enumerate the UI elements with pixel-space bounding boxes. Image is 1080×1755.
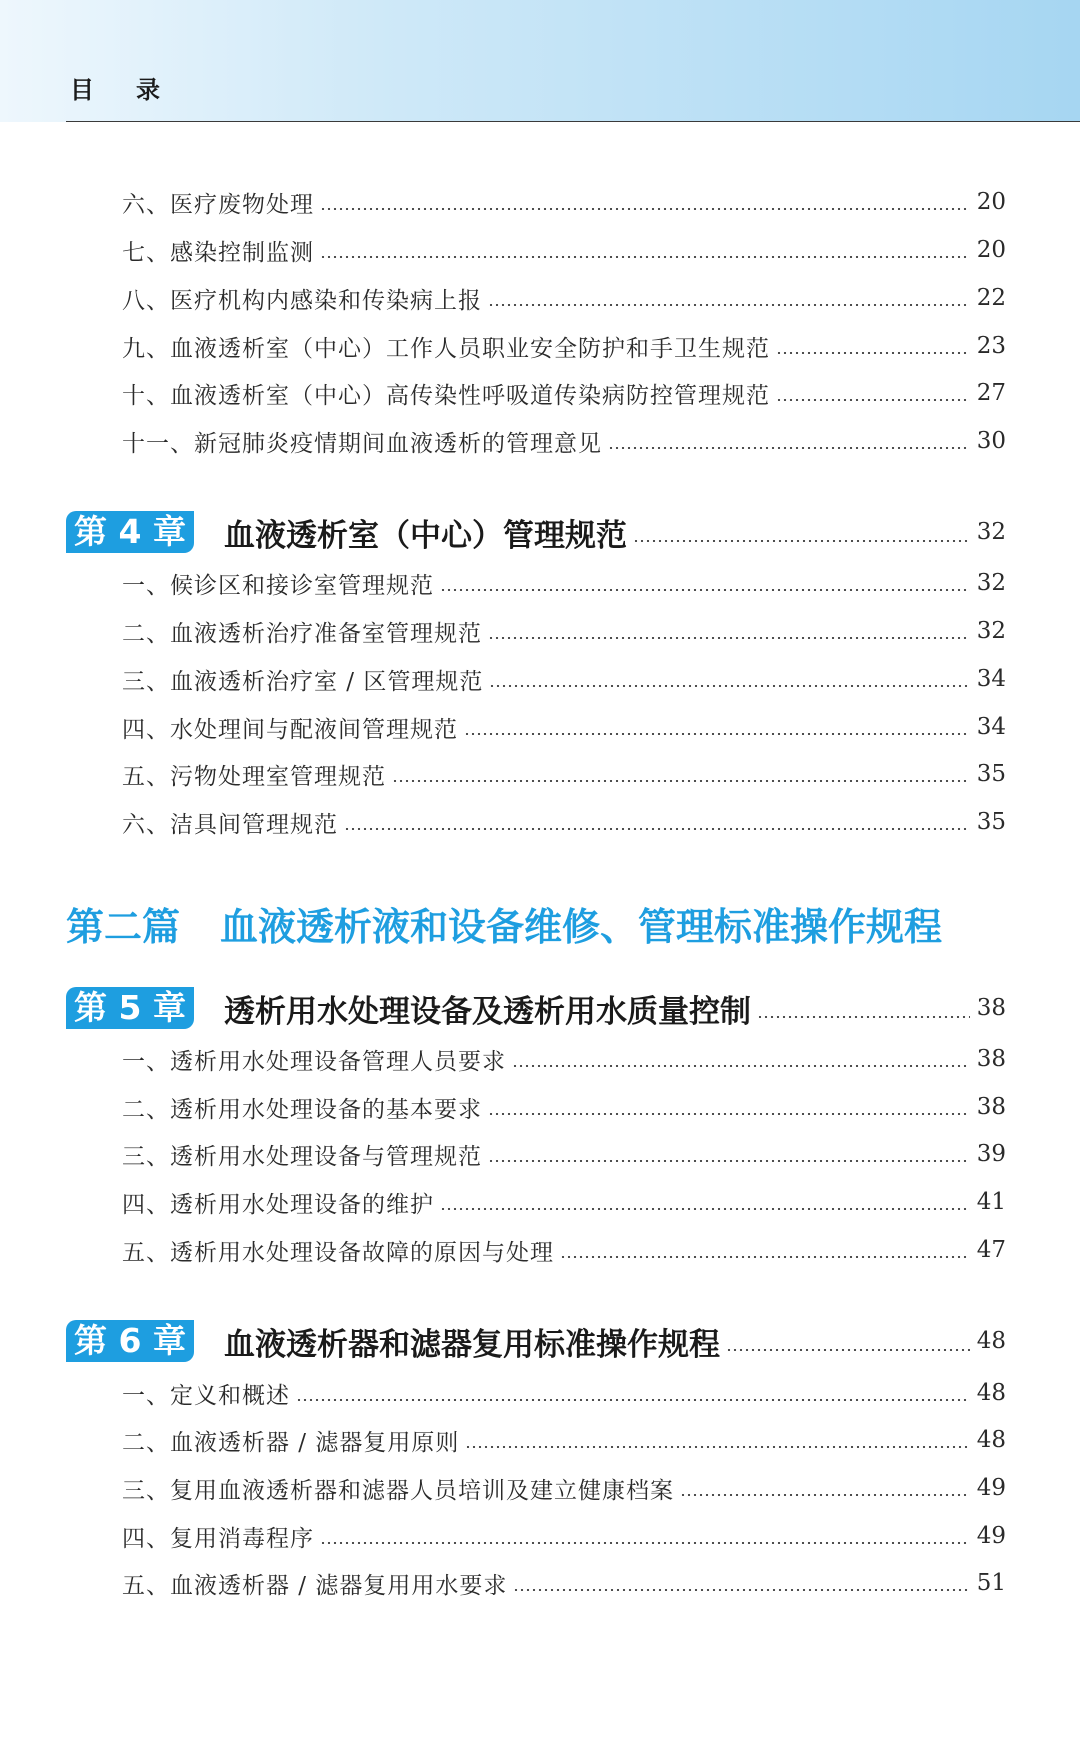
dot-leader [776,399,970,401]
part-heading [66,896,942,951]
dot-leader [320,1542,970,1544]
chapter-title: 透析用水处理设备及透析用水质量控制 [223,993,751,1030]
toc-entry-page: 20 [976,237,1006,263]
toc-entry[interactable] [122,280,1006,316]
toc-entry-label: 四、水处理间与配液间管理规范 [122,716,458,743]
toc-entry-label: 六、洁具间管理规范 [122,811,338,838]
toc-entry-page: 49 [976,1475,1006,1501]
chapter-title: 血液透析室（中心）管理规范 [223,517,627,554]
toc-entry-page: 32 [976,618,1006,644]
chapter-heading-5[interactable] [66,984,1006,1032]
toc-entry[interactable] [122,328,1006,364]
dot-leader [344,828,970,830]
dot-leader [489,685,970,687]
toc-entry-label: 十一、新冠肺炎疫情期间血液透析的管理意见 [122,430,602,457]
toc-entry-page: 48 [976,1427,1006,1453]
chapter-page: 32 [976,519,1006,545]
toc-entry[interactable] [122,1136,1006,1172]
toc-entry[interactable] [122,756,1006,792]
toc-entry-page: 47 [976,1237,1006,1263]
dot-leader [320,256,970,258]
dot-leader [680,1494,970,1496]
toc-entry-page: 34 [976,666,1006,692]
toc-entry-label: 一、候诊区和接诊室管理规范 [122,572,434,599]
toc-entry-page: 38 [976,1046,1006,1072]
toc-entry-label: 九、血液透析室（中心）工作人员职业安全防护和手卫生规范 [122,335,770,362]
dot-leader [464,733,970,735]
dot-leader [320,208,970,210]
toc-entry-page: 49 [976,1523,1006,1549]
toc-entry[interactable] [122,613,1006,649]
toc-entry[interactable] [122,423,1006,459]
toc-entry-label: 二、血液透析器 / 滤器复用原则 [122,1429,460,1456]
part-label: 第二篇 [66,905,181,949]
header-divider [66,121,1080,122]
page-header-band [0,0,1080,122]
chapter-page: 48 [976,1328,1006,1354]
chapter-heading-6[interactable] [66,1317,1006,1365]
toc-entry[interactable] [122,709,1006,745]
toc-entry-label: 二、血液透析治疗准备室管理规范 [122,620,482,647]
toc-entry-page: 27 [976,380,1006,406]
toc-entry[interactable] [122,1232,1006,1268]
toc-entry-label: 二、透析用水处理设备的基本要求 [122,1096,482,1123]
dot-leader [608,447,970,449]
toc-entry[interactable] [122,1422,1006,1458]
toc-entry[interactable] [122,804,1006,840]
toc-entry[interactable] [122,1375,1006,1411]
toc-entry[interactable] [122,1470,1006,1506]
chapter-badge: 第 6 章 [66,1320,194,1362]
toc-entry-label: 十、血液透析室（中心）高传染性呼吸道传染病防控管理规范 [122,382,770,409]
toc-entry-page: 48 [976,1380,1006,1406]
toc-entry-page: 35 [976,761,1006,787]
page-header-title: 目录 [70,76,202,104]
dot-leader [392,780,970,782]
toc-entry[interactable] [122,232,1006,268]
toc-entry-label: 八、医疗机构内感染和传染病上报 [122,287,482,314]
toc-entry-label: 四、复用消毒程序 [122,1525,314,1552]
toc-entry[interactable] [122,1089,1006,1125]
toc-entry[interactable] [122,184,1006,220]
toc-entry-label: 四、透析用水处理设备的维护 [122,1191,434,1218]
toc-entry-page: 39 [976,1141,1006,1167]
dot-leader [488,1160,970,1162]
toc-entry-label: 三、透析用水处理设备与管理规范 [122,1143,482,1170]
dot-leader [726,1349,970,1351]
toc-entry-label: 五、血液透析器 / 滤器复用用水要求 [122,1572,508,1599]
dot-leader [560,1256,970,1258]
toc-entry-label: 五、透析用水处理设备故障的原因与处理 [122,1239,554,1266]
toc-entry-page: 30 [976,428,1006,454]
dot-leader [296,1399,970,1401]
dot-leader [776,352,970,354]
dot-leader [440,589,970,591]
toc-entry[interactable] [122,375,1006,411]
toc-entry-page: 34 [976,714,1006,740]
dot-leader [633,540,970,542]
chapter-page: 38 [976,995,1006,1021]
toc-entry-label: 三、复用血液透析器和滤器人员培训及建立健康档案 [122,1477,674,1504]
toc-entry-label: 一、透析用水处理设备管理人员要求 [122,1048,506,1075]
toc-entry-page: 22 [976,285,1006,311]
toc-entry-page: 23 [976,333,1006,359]
toc-entry-page: 38 [976,1094,1006,1120]
toc-entry-label: 七、感染控制监测 [122,239,314,266]
toc-entry-label: 五、污物处理室管理规范 [122,763,386,790]
toc-entry-page: 51 [976,1570,1006,1596]
toc-entry-label: 一、定义和概述 [122,1382,290,1409]
dot-leader [465,1446,970,1448]
dot-leader [488,637,970,639]
dot-leader [757,1016,970,1018]
toc-entry[interactable] [122,1184,1006,1220]
toc-entry[interactable] [122,565,1006,601]
dot-leader [513,1589,970,1591]
toc-entry-page: 32 [976,570,1006,596]
toc-entry-label: 六、医疗废物处理 [122,191,314,218]
toc-entry-page: 20 [976,189,1006,215]
chapter-title: 血液透析器和滤器复用标准操作规程 [223,1326,720,1363]
dot-leader [488,304,970,306]
chapter-heading-4[interactable] [66,508,1006,556]
toc-entry-page: 41 [976,1189,1006,1215]
part-title: 血液透析液和设备维修、管理标准操作规程 [220,905,943,949]
chapter-badge: 第 5 章 [66,987,194,1029]
toc-entry-page: 35 [976,809,1006,835]
toc-entry-label: 三、血液透析治疗室 / 区管理规范 [122,668,484,695]
dot-leader [512,1065,970,1067]
toc-entry[interactable] [122,1041,1006,1077]
dot-leader [440,1208,970,1210]
dot-leader [488,1113,970,1115]
toc-entry[interactable] [122,1518,1006,1554]
toc-entry[interactable] [122,661,1006,697]
chapter-badge: 第 4 章 [66,511,194,553]
toc-entry[interactable] [122,1565,1006,1601]
